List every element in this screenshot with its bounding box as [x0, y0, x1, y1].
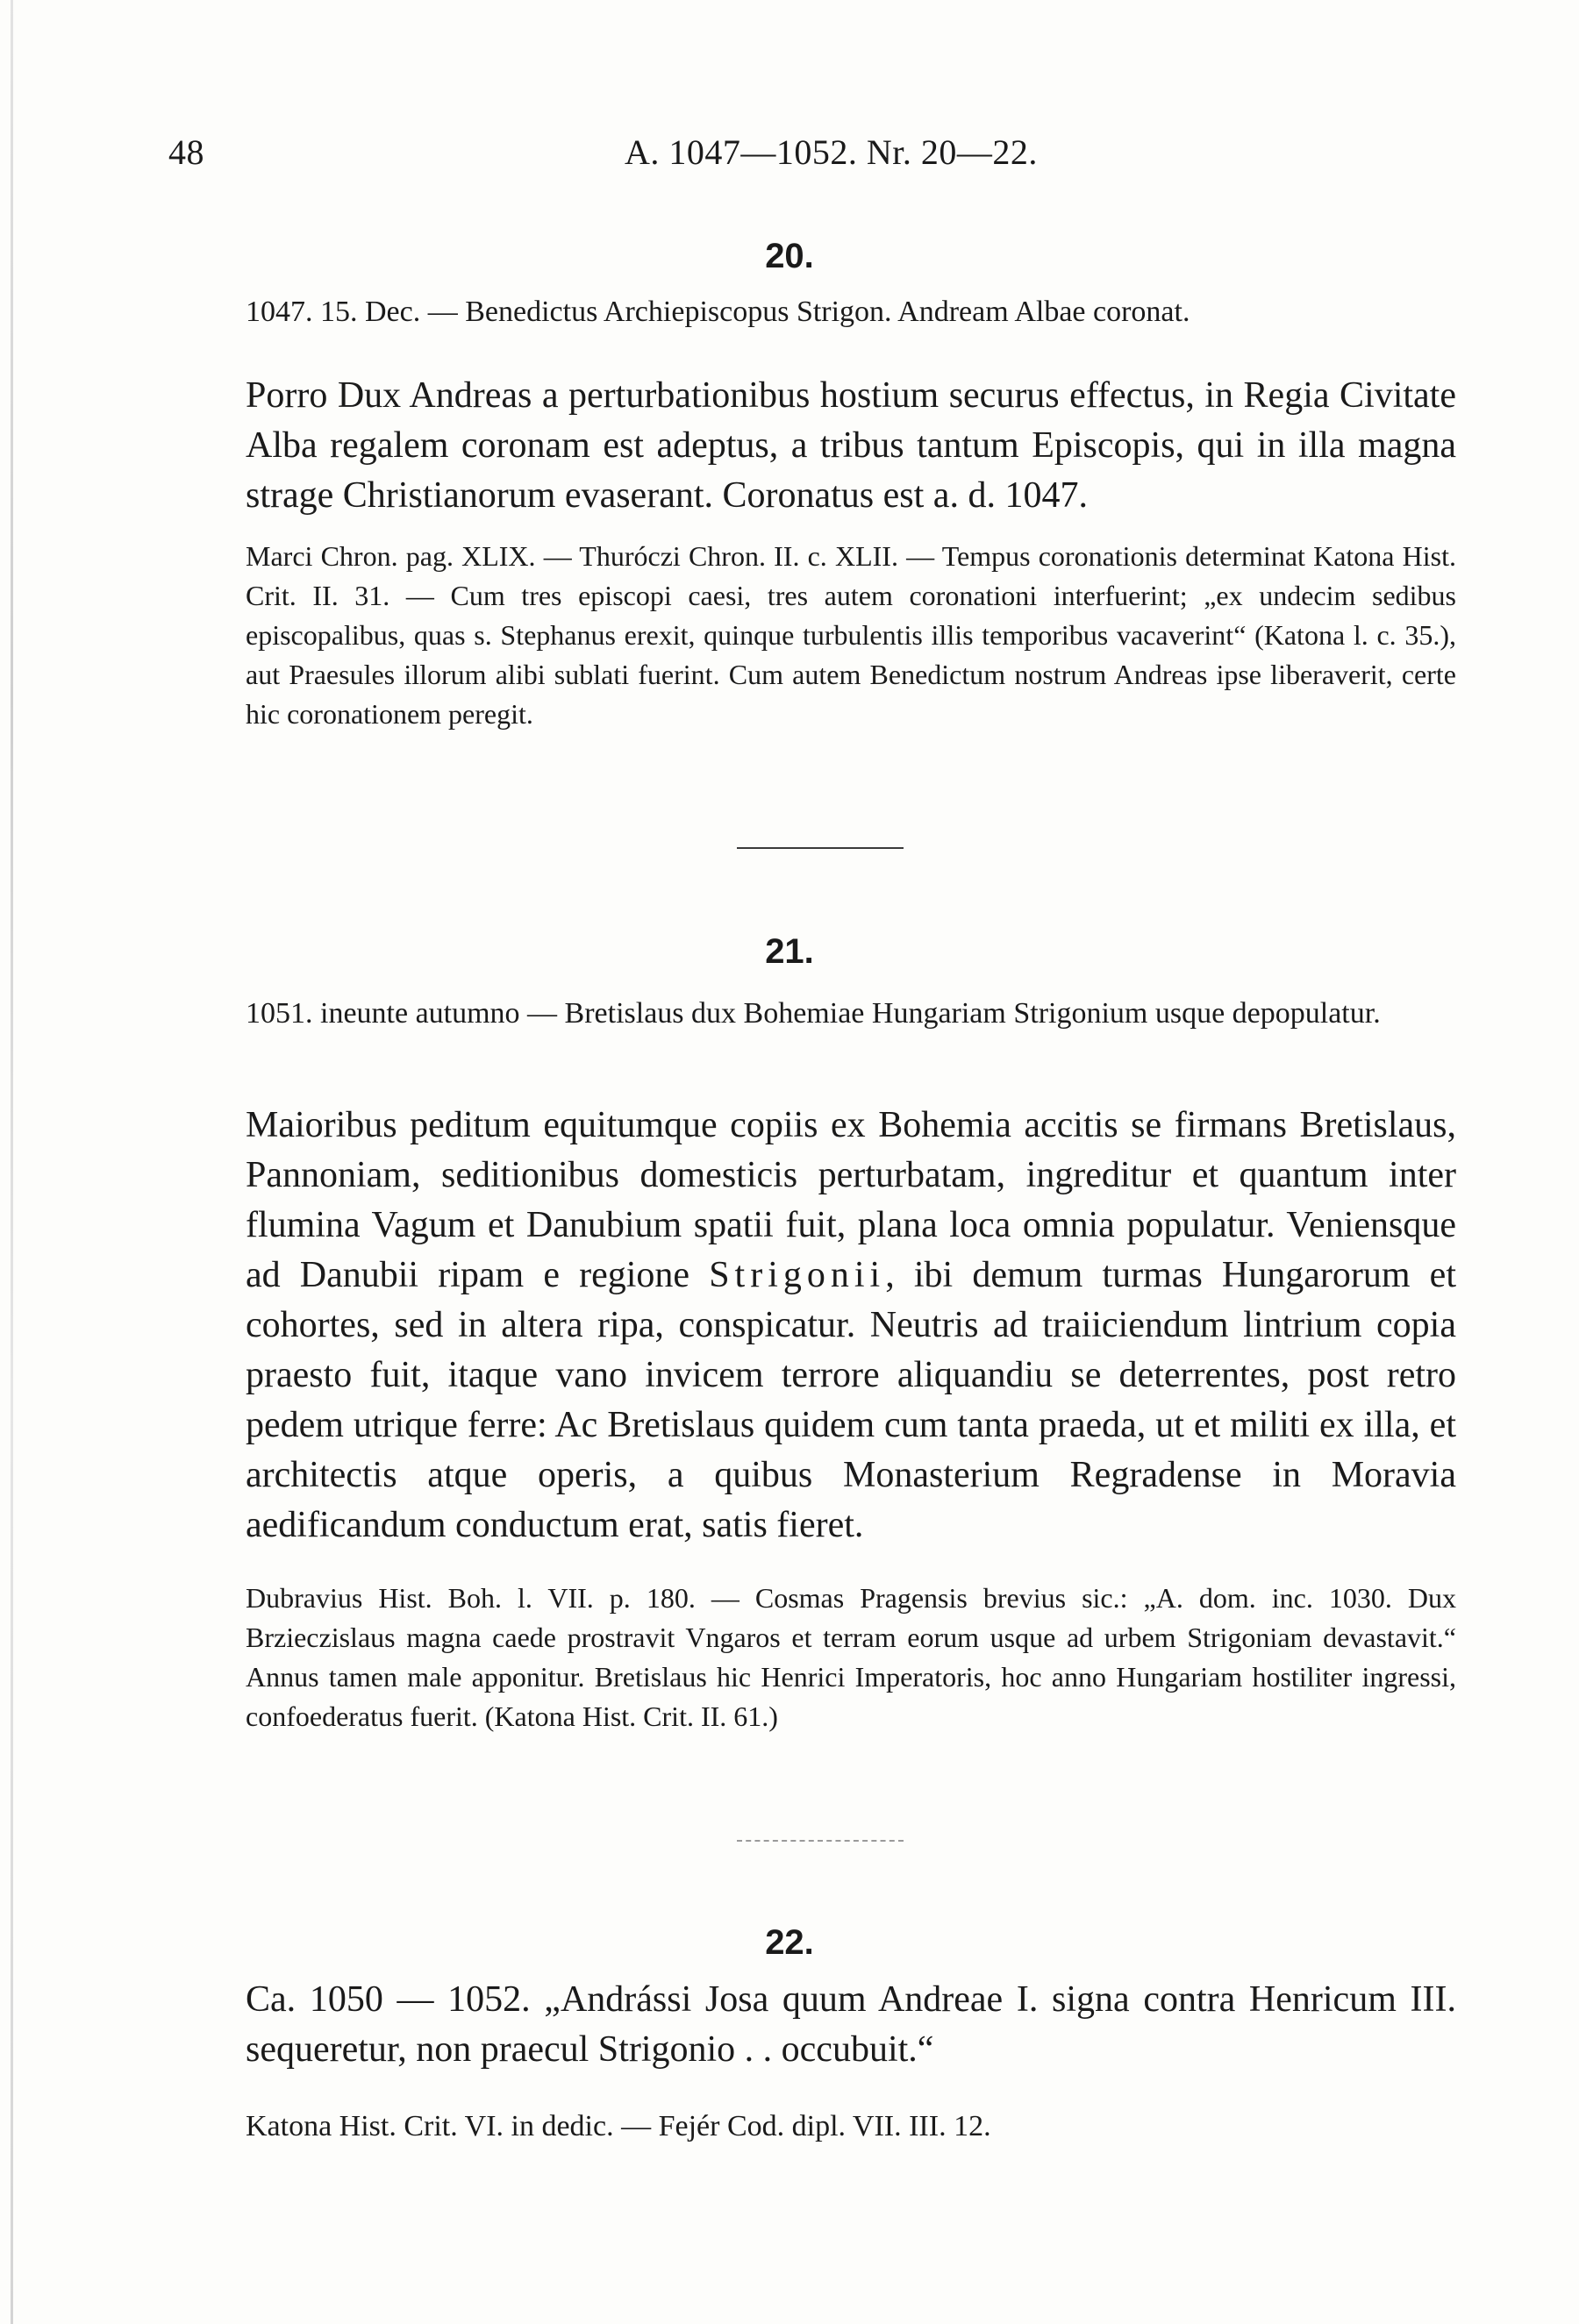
entry-number-20: 20.	[765, 237, 814, 275]
entry-number-21: 21.	[765, 932, 814, 971]
entry-22-note: Katona Hist. Crit. VI. in dedic. — Fejér Cod. dipl. VII. III. 12.	[246, 2110, 991, 2142]
page-number: 48	[168, 132, 204, 172]
entry-number-22: 22.	[765, 1923, 814, 1962]
entry-21-body	[246, 1101, 1456, 1551]
section-divider	[737, 847, 904, 849]
entry-20-regest: 1047. 15. Dec. — Benedictus Archiepiscopus Strigon. Andream Albae coronat.	[246, 296, 1190, 328]
scan-edge	[11, 0, 13, 2324]
entry-21-regest: 1051. ineunte autumno — Bretislaus dux Bohemiae Hungariam Strigonium usque depopulatur.	[246, 997, 1381, 1030]
entry-22	[246, 1975, 1456, 2075]
entry-20-notes	[246, 537, 1456, 734]
entry-21	[246, 991, 1456, 1037]
entry-20-note: Marci Chron. pag. XLIX. — Thuróczi Chron. II. c. XLII. — Tempus coronationis determinat Katona Hist. Crit. II. 31. — Cum tres episcopi caesi, tres autem coronationi interfuerint; „ex undecim sedibus episcopalibus, quas s. Stephanus erexit, quinque turbulentis illis temporibus vacaverint“ (Katona l. c. 35.), aut Praesules illorum alibi sublati fuerint. Cum autem Benedictum nostrum Andreas ipse liberaverit, certe hic coronationem peregit.	[246, 540, 1456, 730]
entry-20-text: Porro Dux Andreas a perturbationibus hostium securus effectus, in Regia Civitate Alba regalem coronam est adeptus, a tribus tantum Episcopis, qui in illa magna strage Christianorum evaserant. Coronatus est a. d. 1047.	[246, 375, 1456, 516]
entry-20	[246, 289, 1456, 335]
entry-21-text-part-1: Maioribus peditum equitumque copiis ex Bohemia accitis se firmans Bretislaus, Pannoniam, seditionibus domesticis perturbatam, ingreditur et quantum inter flumina Vagum et Danubium spatii fuit, plana loca omnia populatur. Veniensque ad Danubii ripam e regione	[246, 1105, 1456, 1295]
entry-21-text-part-2: , ibi demum turmas Hungarorum et cohortes, sed in altera ripa, conspicatur. Neutris ad traiiciendum lintrium copia praesto fuit, itaque vano invicem terrore aliquandiu se deterrentes, post retro pedem utrique ferre: Ac Bretislaus quidem cum tanta praeda, ut et militi ex illa, et architectis atque operis, a quibus Monasterium Regradense in Moravia aedificandum conductum erat, satis fieret.	[246, 1255, 1456, 1545]
running-title: A. 1047—1052. Nr. 20—22.	[625, 132, 1038, 172]
entry-21-note: Dubravius Hist. Boh. l. VII. p. 180. — Cosmas Pragensis brevius sic.: „A. dom. inc. 1030. Dux Brzieczislaus magna caede prostravit Vngaros et terram eorum usque ad urbem Strigoniam devastavit.“ Annus tamen male apponitur. Bretislaus hic Henrici Imperatoris, hoc anno Hungariam hostiliter ingressi, confoederatus fuerit. (Katona Hist. Crit. II. 61.)	[246, 1582, 1456, 1732]
entry-22-text: Ca. 1050 — 1052. „Andrássi Josa quum Andreae I. signa contra Henricum III. sequeretur, non praecul Strigonio . . occubuit.“	[246, 1979, 1456, 2070]
entry-22-notes	[246, 2107, 1456, 2146]
entry-21-text	[246, 1101, 1456, 1551]
section-divider-faint	[737, 1840, 904, 1842]
entry-21-notes	[246, 1579, 1456, 1736]
page-header	[168, 132, 1449, 175]
entry-21-place-name: Strigonii	[709, 1255, 886, 1295]
entry-20-body	[246, 371, 1456, 521]
